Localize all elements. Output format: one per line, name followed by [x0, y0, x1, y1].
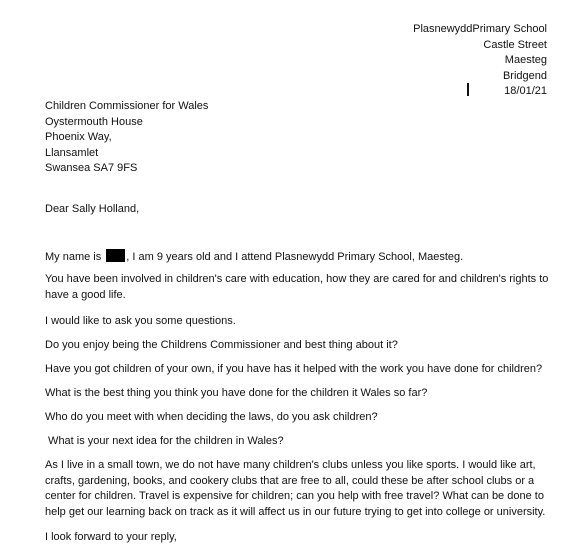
intro-after-name: , I am 9 years old and I attend Plasnewydd Primary School, Maesteg. — [126, 251, 464, 263]
sender-town: Maesteg — [504, 54, 547, 67]
recipient-line-5: Swansea SA7 9FS — [45, 162, 138, 175]
paragraph-involved: You have been involved in children's care with education, how they are cared for and children's rights to have a good life. — [45, 273, 549, 301]
sender-school: PlasnewyddPrimary School — [413, 23, 547, 35]
closing-line: I look forward to your reply, — [45, 531, 177, 543]
recipient-address — [45, 99, 208, 177]
paragraph-ask: I would like to ask you some questions. — [45, 315, 236, 327]
sender-county: Bridgend — [502, 69, 547, 82]
recipient-line-2: Oystermouth House — [45, 115, 143, 128]
sender-address — [413, 22, 547, 100]
recipient-line-4: Llansamlet — [45, 146, 99, 159]
text-cursor-mark — [467, 83, 469, 96]
question-4: Who do you meet with when deciding the laws, do you ask children? — [45, 411, 378, 423]
recipient-line-3: Phoenix Way, — [45, 131, 112, 144]
redacted-name-block — [106, 249, 125, 262]
question-1: Do you enjoy being the Childrens Commissioner and best thing about it? — [45, 339, 398, 351]
intro-paragraph — [45, 249, 555, 266]
recipient-line-1: Children Commissioner for Wales — [45, 100, 209, 112]
salutation: Dear Sally Holland, — [45, 203, 140, 215]
question-2: Have you got children of your own, if you have has it helped with the work you have done for children? — [45, 363, 543, 375]
letter-date: 18/01/21 — [504, 85, 547, 98]
sender-street: Castle Street — [483, 38, 547, 51]
intro-before-name: My name is — [45, 251, 105, 263]
question-3: What is the best thing you think you have done for the children it Wales so far? — [45, 387, 428, 399]
paragraph-small-town: As I live in a small town, we do not have many children's clubs unless you like sports. I would like art, crafts, gardening, books, and cookery clubs that are free to all, could these be after school clubs or a center for children. Travel is expensive for children; can you help with free travel? What can be done to help get our learning back on track as it will affect us in our future trying to get into college or university. — [45, 459, 546, 518]
question-5: What is your next idea for the children in Wales? — [45, 435, 284, 447]
